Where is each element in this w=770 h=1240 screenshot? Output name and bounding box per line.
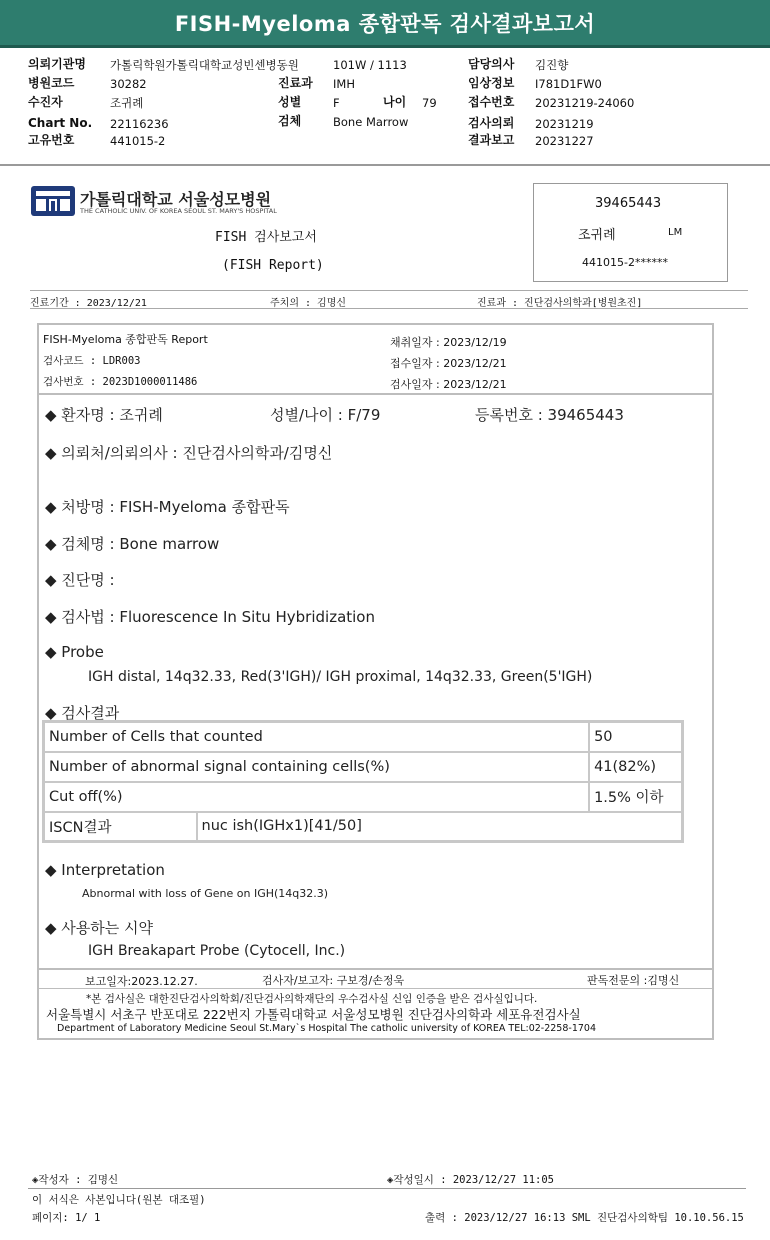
table-row [44,812,683,842]
label-receipt: 접수번호 [468,95,515,109]
print-info: 출력 : 2023/12/27 16:13 SML 진단검사의학팀 10.10.56.15 [425,1212,744,1224]
page-number: 페이지: 1/ 1 [32,1212,101,1224]
chart-value: 22116236 [110,117,169,131]
result-title: ◆ 검사결과 [45,704,120,722]
table-row [44,752,683,782]
hospital-name: 가톨릭대학교 서울성모병원 [80,190,272,209]
probe-description: IGH distal, 14q32.33, Red(3'IGH)/ IGH proximal, 14q32.33, Green(5'IGH) [88,669,593,685]
registration-line: 등록번호 : 39465443 [475,406,624,424]
label-hospital-code: 병원코드 [28,76,75,90]
label-unique: 고유번호 [28,133,75,147]
report-value: 20231227 [535,134,594,148]
doctor-value: 김진향 [535,58,569,72]
label-dept: 진료과 [278,76,313,90]
hospital-value: 가톨릭학원가톨릭대학교성빈센병동원 [110,58,299,72]
report-name: FISH-Myeloma 종합판독 Report [43,333,208,346]
specimen-value: Bone Marrow [333,115,409,129]
test-staff: 검사자/보고자: 구보경/손정욱 [262,974,405,987]
registration-number: 39465443 [595,196,662,211]
cells-counted-label: Number of Cells that counted [44,722,590,752]
copy-note: 이 서식은 사본입니다(원본 대조필) [32,1194,206,1206]
reagent-text: IGH Breakapart Probe (Cytocell, Inc.) [88,943,346,959]
lab-address: 서울특별시 서초구 반포대로 222번지 가톨릭대학교 서울성모병원 진단검사의학과 세포유전검사실 [46,1007,581,1022]
attending-physician: 주치의 : 김명신 [270,298,347,309]
patient-id-box [533,183,728,282]
test-date: 검사일자 : 2023/12/21 [390,378,507,391]
label-hospital: 의뢰기관명 [28,57,86,71]
receipt-date: 접수일자 : 2023/12/21 [390,357,507,370]
fish-report-subtitle: (FISH Report) [222,258,324,273]
abnormal-cells-value: 41(82%) [589,752,682,782]
label-specimen: 검체 [278,114,302,128]
cells-counted-value: 50 [589,722,682,752]
diagnosis-line: ◆ 진단명 : [45,571,115,589]
reading-specialist: 판독전문의 :김명신 [587,974,680,987]
treatment-period: 진료기간 : 2023/12/21 [30,298,147,309]
iscn-value: nuc ish(IGHx1)[41/50] [197,812,683,842]
footer-divider [38,968,713,970]
result-table [42,720,684,843]
certification-note: *본 검사실은 대한진단검사의학회/진단검사의학재단의 우수검사실 신임 인증을 받은 검사실입니다. [86,993,538,1005]
label-chart: Chart No. [28,116,93,130]
probe-title: ◆ Probe [45,643,104,661]
iscn-label: ISCN결과 [44,812,197,842]
prescription-line: ◆ 처방명 : FISH-Myeloma 종합판독 [45,498,290,516]
clinical-value: I781D1FW0 [535,77,602,91]
table-row [44,782,683,812]
label-patient: 수진자 [28,95,63,109]
cutoff-label: Cut off(%) [44,782,590,812]
cutoff-value: 1.5% 이하 [589,782,682,812]
hospital-logo-icon [30,185,76,217]
sex-value: F [333,96,340,110]
interpretation-title: ◆ Interpretation [45,861,165,879]
written-at: ◈작성일시 : 2023/12/27 11:05 [387,1174,555,1186]
treatment-department: 진료과 : 진단검사의학과[병원초진] [477,298,643,309]
resident-number: 441015-2****** [582,256,668,269]
label-request: 검사의뢰 [468,116,515,130]
footer-line [38,988,713,989]
patient-info [0,0,770,160]
sex-age-line: 성별/나이 : F/79 [270,406,381,424]
writer: ◈작성자 : 김명신 [32,1174,119,1186]
interpretation-text: Abnormal with loss of Gene on IGH(14q32.3) [82,887,329,900]
label-sex: 성별 [278,95,302,109]
age-value: 79 [422,96,437,110]
table-row [44,722,683,752]
requester-line: ◆ 의뢰처/의뢰의사 : 진단검사의학과/김명신 [45,444,333,462]
specimen-line: ◆ 검체명 : Bone marrow [45,535,220,553]
patient-tag: LM [668,227,683,238]
header-divider [38,393,713,395]
hospital-code-value: 30282 [110,77,147,91]
separator [0,164,770,166]
test-code: 검사코드 : LDR003 [43,355,141,367]
ward-value: 101W / 1113 [333,58,407,72]
dept-value: IMH [333,77,355,91]
collection-date: 채취일자 : 2023/12/19 [390,336,507,349]
treatment-period-row [30,290,748,309]
method-line: ◆ 검사법 : Fluorescence In Situ Hybridization [45,608,375,626]
patient-value: 조귀례 [110,96,144,110]
request-value: 20231219 [535,117,594,131]
fish-report-title: FISH 검사보고서 [215,230,317,245]
label-age: 나이 [383,95,407,109]
abnormal-cells-label: Number of abnormal signal containing cells(%) [44,752,590,782]
label-report: 결과보고 [468,133,515,147]
test-number: 검사번호 : 2023D1000011486 [43,376,198,388]
report-title: FISH-Myeloma 종합판독 검사결과보고서 [174,11,596,36]
lab-department-english: Department of Laboratory Medicine Seoul St.Mary`s Hospital The catholic university of KOREA TEL:02-2258-1704 [57,1023,597,1034]
label-clinical: 임상정보 [468,76,515,90]
report-date: 보고일자:2023.12.27. [85,975,198,988]
bottom-line [28,1188,746,1189]
patient-name-line: ◆ 환자명 : 조귀례 [45,406,163,424]
reagent-title: ◆ 사용하는 시약 [45,919,154,937]
receipt-value: 20231219-24060 [535,96,635,110]
unique-value: 441015-2 [110,134,166,148]
label-doctor: 담당의사 [468,57,515,71]
hospital-subtitle: THE CATHOLIC UNIV. OF KOREA SEOUL ST. MARY'S HOSPITAL [80,207,277,215]
patient-name: 조귀례 [578,228,616,243]
